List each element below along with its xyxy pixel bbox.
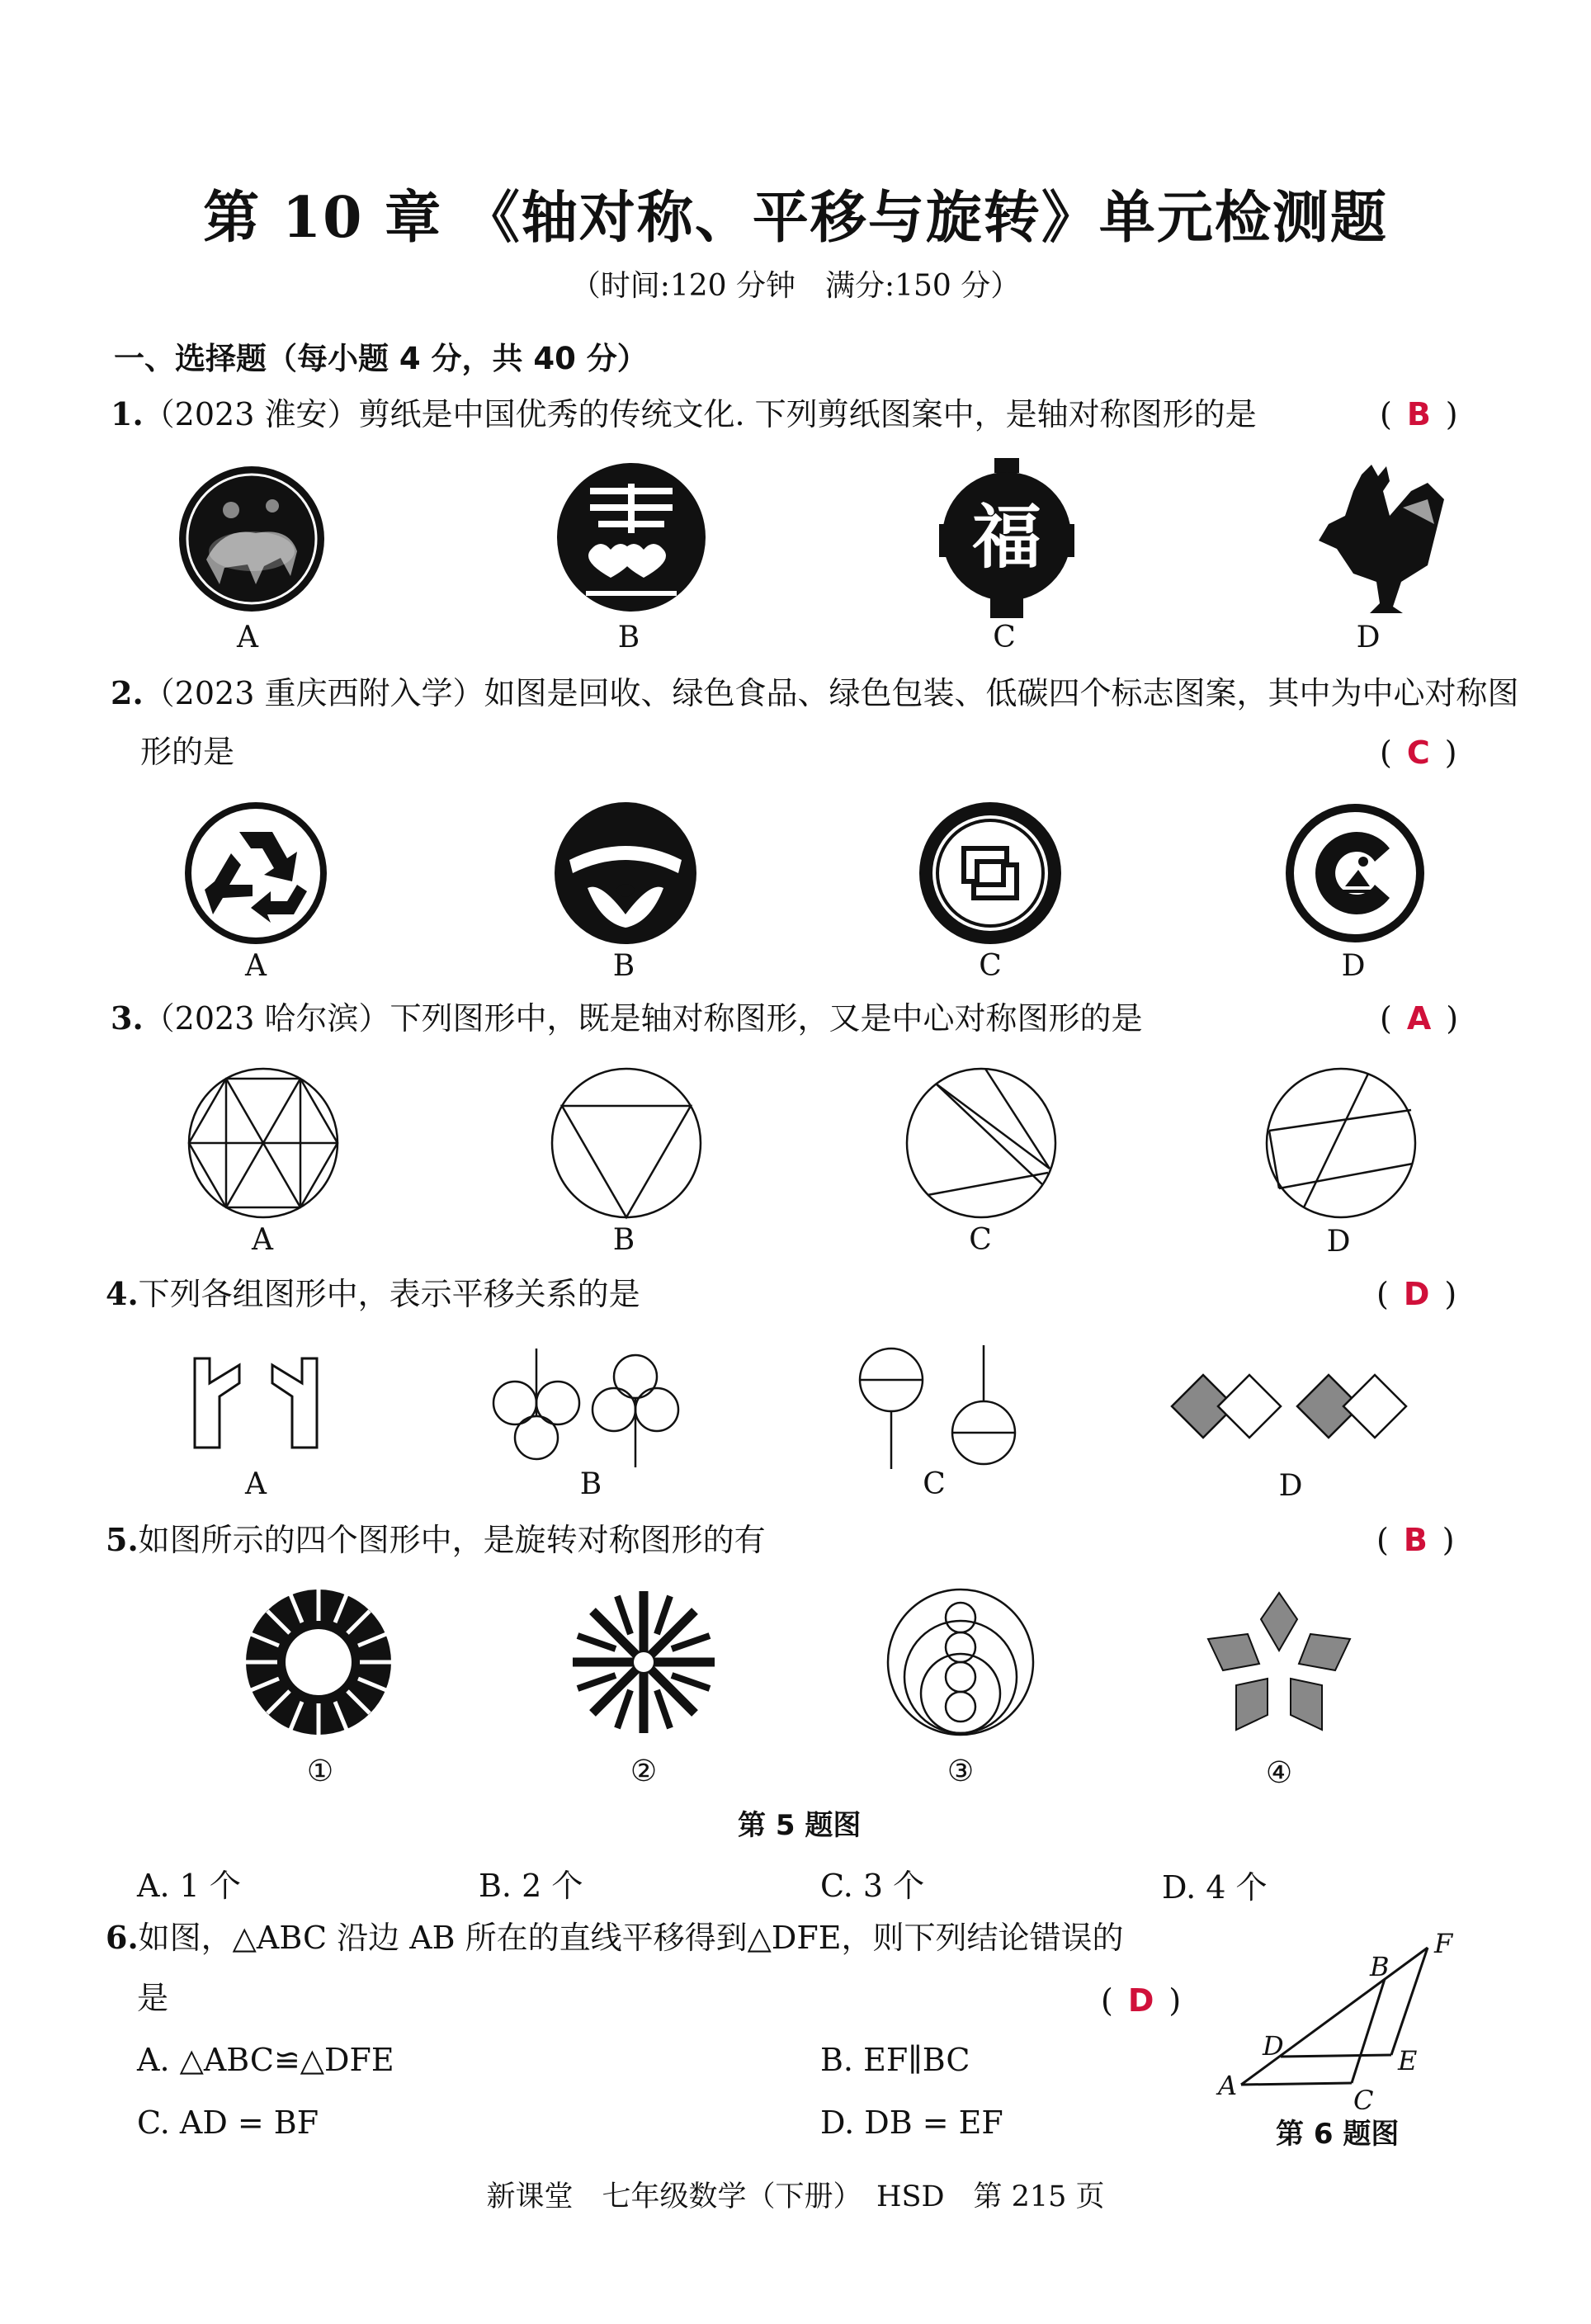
chords-in-circle-figure-d [1263, 1065, 1419, 1221]
pinwheel-pentagon-figure [1205, 1589, 1353, 1735]
asterisk-star-figure [569, 1588, 718, 1736]
page-title: 第 10 章 《轴对称、平移与旋转》单元检测题 [203, 185, 1388, 251]
chords-in-circle-figure-c [903, 1065, 1060, 1221]
page-footer: 新课堂 七年级数学（下册） HSD 第 215 页 [486, 2180, 1105, 2213]
option-label-a: A [245, 949, 267, 983]
option-label-a: A [252, 1223, 273, 1257]
figure-label-2: ② [630, 1755, 658, 1788]
choice-b: B. 2 个 [479, 1868, 583, 1904]
triangle-in-circle-figure [548, 1065, 705, 1221]
translation-triangles-figure [1205, 1923, 1469, 2116]
choice-c: C. AD = BF [137, 2104, 319, 2141]
option-label-a: A [237, 621, 258, 654]
question-2: 2.（2023 重庆西附入学）如图是回收、绿色食品、绿色包装、低碳四个标志图案，其中为中心对称图 [111, 674, 1519, 711]
option-label-a: A [245, 1467, 267, 1501]
option-label-c: C [979, 949, 1002, 983]
question-1: 1.（2023 淮安）剪纸是中国优秀的传统文化. 下列剪纸图案中，是轴对称图形的是 [111, 395, 1257, 432]
section-heading: 一、选择题（每小题 4 分，共 40 分） [114, 341, 648, 376]
ox-papercut-icon [173, 461, 330, 617]
option-label-d: D [1356, 621, 1381, 654]
option-label-c: C [993, 621, 1016, 654]
rooster-papercut-icon [1304, 458, 1452, 619]
option-label-b: B [579, 1467, 602, 1501]
point-label-c: C [1353, 2085, 1374, 2116]
choice-d: D. 4 个 [1162, 1869, 1268, 1906]
answer-6: ( D ) [1101, 1982, 1182, 2019]
nested-circles-figure [885, 1586, 1036, 1738]
point-label-a: A [1218, 2070, 1238, 2101]
point-label-d: D [1263, 2030, 1284, 2062]
figure-label-4: ④ [1265, 1756, 1293, 1790]
double-happiness-papercut-icon [553, 459, 710, 616]
figure-caption-6: 第 6 题图 [1276, 2118, 1400, 2151]
choice-a: A. △ABC≌△DFE [137, 2042, 394, 2078]
figure-caption-5: 第 5 题图 [738, 1809, 862, 1842]
mirror-shapes-figure [190, 1350, 322, 1457]
option-label-b: B [617, 621, 640, 654]
question-2-cont: 形的是 [140, 734, 235, 770]
option-label-b: B [612, 1223, 635, 1257]
hexagon-in-circle-figure [185, 1065, 342, 1221]
question-5: 5.如图所示的四个图形中，是旋转对称图形的有 [106, 1521, 766, 1558]
half-filled-circles-figure [858, 1344, 1023, 1479]
diamond-pairs-figure [1172, 1370, 1428, 1449]
option-label-d: D [1341, 949, 1366, 983]
circle-clusters-figure [490, 1342, 696, 1474]
choice-d: D. DB = EF [820, 2104, 1003, 2141]
option-label-c: C [923, 1467, 946, 1501]
question-6: 6.如图，△ABC 沿边 AB 所在的直线平移得到△DFE，则下列结论错误的 [106, 1919, 1124, 1956]
answer-5: ( B ) [1376, 1522, 1455, 1558]
option-label-d: D [1278, 1469, 1303, 1503]
green-food-logo-icon [551, 799, 700, 947]
answer-4: ( D ) [1376, 1276, 1457, 1312]
choice-b: B. EF∥BC [820, 2042, 970, 2078]
fu-lantern-papercut-icon [932, 458, 1081, 623]
figure-label-1: ① [306, 1755, 334, 1788]
option-label-d: D [1326, 1225, 1351, 1259]
point-label-b: B [1370, 1951, 1390, 1982]
point-label-f: F [1434, 1928, 1453, 1959]
answer-1: ( B ) [1380, 396, 1458, 432]
answer-2: ( C ) [1380, 735, 1457, 771]
recycle-logo-icon [182, 799, 330, 947]
question-3: 3.（2023 哈尔滨）下列图形中，既是轴对称图形，又是中心对称图形的是 [111, 999, 1143, 1037]
figure-label-3: ③ [947, 1755, 975, 1788]
answer-3: ( A ) [1380, 1000, 1459, 1037]
choice-a: A. 1 个 [137, 1868, 241, 1904]
question-6-cont: 是 [137, 1980, 169, 2016]
point-label-e: E [1398, 2045, 1418, 2076]
low-carbon-logo-icon [1284, 802, 1426, 944]
question-4: 4.下列各组图形中，表示平移关系的是 [106, 1275, 640, 1312]
exam-info: （时间:120 分钟 满分:150 分） [570, 269, 1021, 303]
option-label-c: C [969, 1223, 992, 1257]
option-label-b: B [612, 949, 635, 983]
choice-c: C. 3 个 [820, 1868, 925, 1904]
sunburst-ring-figure [244, 1588, 393, 1736]
svg-text:福: 福 [971, 497, 1042, 578]
green-packaging-logo-icon [916, 799, 1065, 947]
